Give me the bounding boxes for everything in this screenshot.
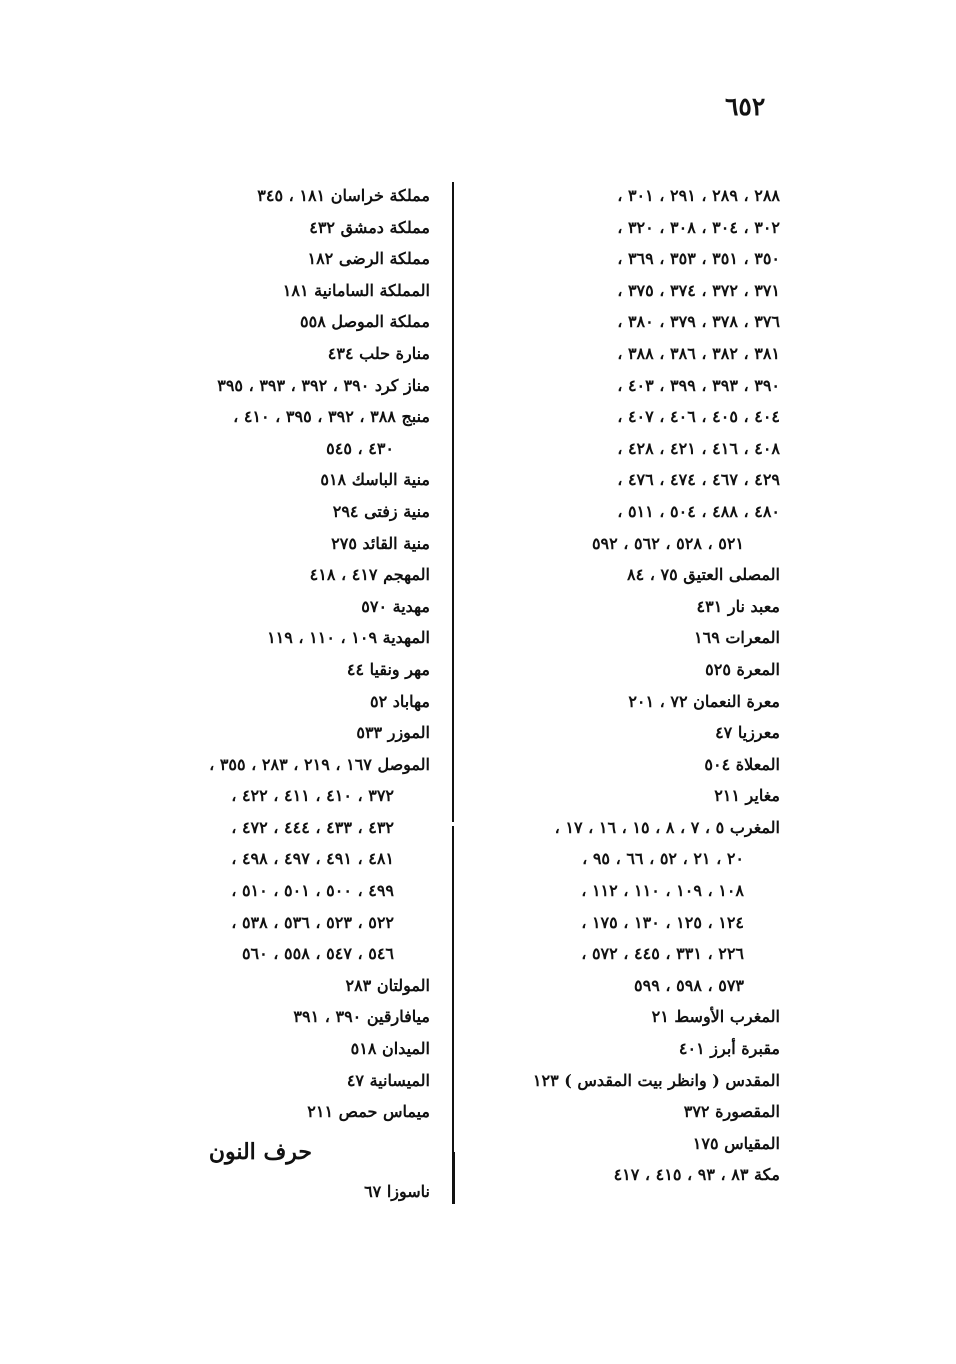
section-heading: حرف النون: [208, 1138, 312, 1165]
index-entry: معرزيا ٤٧: [715, 723, 780, 743]
index-entry: مملكة خراسان ١٨١ ، ٣٤٥: [257, 186, 430, 205]
index-entry: المقياس ١٧٥: [692, 1133, 780, 1153]
index-entry: ٤٨٠ ، ٤٨٨ ، ٥٠٤ ، ٥١١ ،: [617, 501, 780, 521]
index-entry: منية القائد ٢٧٥: [331, 533, 430, 553]
index-column-right: [480, 180, 780, 1191]
index-continuation-line: ٤٣٠ ، ٥٤٥: [326, 438, 394, 458]
index-entry: مملكة الموصل ٥٥٨: [300, 312, 430, 332]
index-entry: ٤٠٤ ، ٤٠٥ ، ٤٠٦ ، ٤٠٧ ،: [617, 407, 780, 427]
column-divider-bottom: [452, 1152, 455, 1204]
index-entry: المعرات ١٦٩: [694, 628, 780, 648]
index-entry: مناز كرد ٣٩٠ ، ٣٩٢ ، ٣٩٣ ، ٣٩٥: [217, 375, 430, 395]
page-number: ٦٥٢: [725, 92, 766, 121]
index-entry: ٢٨٨ ، ٢٨٩ ، ٢٩١ ، ٣٠١ ،: [617, 186, 780, 205]
index-continuation-line: ٥٧٣ ، ٥٩٨ ، ٥٩٩: [634, 975, 744, 995]
index-entry: منية الباسك ٥١٨: [320, 470, 430, 490]
index-entry: مكة ٨٣ ، ٩٣ ، ٤١٥ ، ٤١٧: [613, 1165, 780, 1185]
index-continuation-line: ١٢٤ ، ١٢٥ ، ١٣٠ ، ١٧٥ ،: [581, 912, 744, 932]
index-entry: ٣٧١ ، ٣٧٢ ، ٣٧٤ ، ٣٧٥ ،: [617, 280, 780, 300]
index-continuation-line: ٥٢١ ، ٥٢٨ ، ٥٦٢ ، ٥٩٢: [591, 533, 744, 553]
index-continuation-line: ٢٢٦ ، ٣٣١ ، ٤٤٥ ، ٥٧٢ ،: [581, 944, 744, 964]
index-continuation-line: ٣٧٢ ، ٤١٠ ، ٤١١ ، ٤٢٢ ،: [231, 786, 394, 806]
index-continuation-line: ٥٤٦ ، ٥٤٧ ، ٥٥٨ ، ٥٦٠: [241, 944, 394, 964]
index-entry: ٣٨١ ، ٣٨٢ ، ٣٨٦ ، ٣٨٨ ،: [617, 343, 780, 363]
index-entry: المصلى العتيق ٧٥ ، ٨٤: [627, 565, 780, 585]
index-entry: مغاير ٢١١: [714, 786, 780, 806]
index-entry: المقصورة ٣٧٢: [683, 1102, 780, 1122]
index-entry: مقبرة أبرز ٤٠١: [678, 1039, 780, 1059]
index-entry: المولتان ٢٨٣: [345, 975, 430, 995]
index-continuation-line: ٤٩٩ ، ٥٠٠ ، ٥٠١ ، ٥١٠ ،: [231, 881, 394, 901]
index-entry: ٣٥٠ ، ٣٥١ ، ٣٥٣ ، ٣٦٩ ،: [617, 249, 780, 269]
index-entry: منبج ٣٨٨ ، ٣٩٢ ، ٣٩٥ ، ٤١٠ ،: [233, 407, 430, 427]
index-entry: ٣٠٢ ، ٣٠٤ ، ٣٠٨ ، ٣٢٠ ،: [617, 217, 780, 237]
index-entry: الميسانية ٤٧: [346, 1070, 430, 1090]
index-entry: معرة النعمان ٧٢ ، ٢٠١: [628, 691, 780, 711]
index-continuation-line: ١٠٨ ، ١٠٩ ، ١١٠ ، ١١٢ ،: [581, 881, 744, 901]
index-entry: مملكة دمشق ٤٣٢: [309, 217, 430, 237]
column-divider-upper: [452, 182, 454, 822]
index-entry: مملكة الرضى ١٨٢: [307, 249, 430, 269]
index-entry: ناسوزا ٦٧: [364, 1181, 430, 1201]
index-entry: ٤٠٨ ، ٤١٦ ، ٤٢١ ، ٤٢٨ ،: [617, 438, 780, 458]
index-entry: مهر ونقيا ٤٤: [346, 659, 430, 679]
index-entry: المهدية ١٠٩ ، ١١٠ ، ١١٩: [267, 628, 430, 648]
index-entry: الميدان ٥١٨: [350, 1039, 430, 1059]
index-entry: الموصل ١٦٧ ، ٢١٩ ، ٢٨٣ ، ٣٥٥ ،: [209, 754, 430, 774]
index-entry: المملكة السامانية ١٨١: [282, 280, 430, 300]
index-entry: المهجم ٤١٧ ، ٤١٨: [309, 565, 430, 585]
index-entry: المقدس ( وانظر بيت المقدس ) ١٢٣: [532, 1070, 780, 1090]
index-column-left: [120, 180, 430, 1207]
index-continuation-line: ٢٠ ، ٢١ ، ٥٢ ، ٦٦ ، ٩٥ ،: [582, 849, 744, 869]
index-entry: مهاباد ٥٢: [369, 691, 430, 711]
index-entry: منارة حلب ٤٣٤: [327, 343, 430, 363]
index-entry: منية زفتى ٢٩٤: [332, 501, 430, 521]
index-entry: ٣٧٦ ، ٣٧٨ ، ٣٧٩ ، ٣٨٠ ،: [617, 312, 780, 332]
index-continuation-line: ٤٣٢ ، ٤٣٣ ، ٤٤٤ ، ٤٧٢ ،: [231, 817, 394, 837]
index-entry: المغرب ٥ ، ٧ ، ٨ ، ١٥ ، ١٦ ، ١٧ ،: [554, 817, 780, 837]
index-entry: ميافارقين ٣٩٠ ، ٣٩١: [293, 1007, 430, 1027]
index-entry: ٤٢٩ ، ٤٦٧ ، ٤٧٤ ، ٤٧٦ ،: [617, 470, 780, 490]
index-entry: معبد نار ٤٣١: [696, 596, 780, 616]
index-continuation-line: ٤٨١ ، ٤٩١ ، ٤٩٧ ، ٤٩٨ ،: [231, 849, 394, 869]
index-entry: المعرة ٥٢٥: [705, 659, 780, 679]
column-divider-lower: [452, 826, 454, 1152]
index-continuation-line: ٥٢٢ ، ٥٢٣ ، ٥٣٦ ، ٥٣٨ ،: [231, 912, 394, 932]
index-entry: ميماس حمص ٢١١: [307, 1102, 430, 1122]
index-entry: مهدية ٥٧٠: [361, 596, 430, 616]
index-entry: الموزر ٥٣٣: [356, 723, 430, 743]
index-entry: المغرب الأوسط ٢١: [651, 1007, 780, 1027]
index-entry: ٣٩٠ ، ٣٩٣ ، ٣٩٩ ، ٤٠٣ ،: [617, 375, 780, 395]
index-entry: المعلاة ٥٠٤: [704, 754, 780, 774]
